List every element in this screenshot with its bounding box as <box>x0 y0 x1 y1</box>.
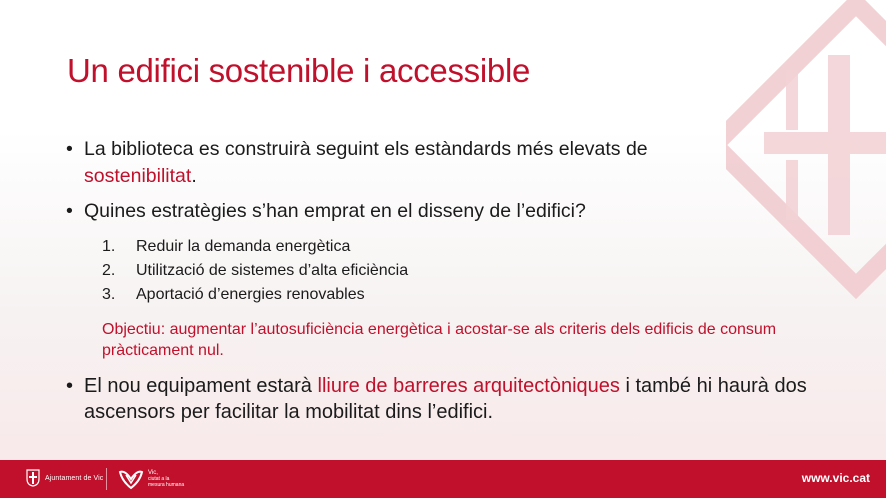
list-item <box>102 259 826 283</box>
website-link[interactable]: www.vic.cat <box>801 471 870 485</box>
vic-tagline <box>148 470 184 488</box>
vic-brand-mark-icon <box>118 468 144 490</box>
list-text: Reduir la demanda energètica <box>136 238 351 255</box>
list-text: Utilització de sistemes d’alta eficiència <box>136 262 409 279</box>
bullet-text: El nou equipament estarà <box>84 375 312 397</box>
bullet-dot-icon: • <box>66 375 74 397</box>
list-number: 2. <box>102 262 116 279</box>
bullet-end: i també hi haurà dos ascensors per facilitar la mobilitat dins l’edifici. <box>84 375 807 423</box>
bullet-end: . <box>191 165 197 187</box>
objective-note: Objectiu: augmentar l’autosuficiència energètica i acostar-se als criteris dels edificis de consum pràcticament nul. <box>102 321 777 359</box>
list-number: 1. <box>102 238 116 255</box>
bullet-dot-icon: • <box>66 200 73 222</box>
slide-content <box>66 136 826 425</box>
vic-brand-logo[interactable] <box>118 468 184 490</box>
list-item <box>102 283 826 307</box>
vic-tagline-line3: mesura humana <box>148 482 185 488</box>
list-text: Aportació d’energies renovables <box>136 286 365 303</box>
vic-tagline-line1: Vic, <box>148 470 158 476</box>
bullet-text: Quines estratègies s’han emprat en el disseny de l’edifici? <box>84 200 586 222</box>
vic-tagline-line2: ciutat a la <box>148 476 170 482</box>
strategy-list <box>102 235 826 307</box>
bullet-strategies <box>66 198 826 225</box>
bullet-dot-icon: • <box>66 138 73 160</box>
footer-bar <box>0 460 886 498</box>
list-item <box>102 235 826 259</box>
highlight-barrier-free: lliure de barreres arquitectòniques <box>317 375 620 397</box>
ajuntament-logo[interactable] <box>26 469 103 487</box>
footer-divider <box>106 468 107 490</box>
ajuntament-label: Ajuntament de Vic <box>45 474 104 482</box>
bullet-text: La biblioteca es construirà seguint els estàndards més elevats de <box>84 138 648 160</box>
city-crest-icon <box>26 469 40 487</box>
bullet-accessibility <box>66 373 826 425</box>
page-title: Un edifici sostenible i accessible <box>67 52 531 89</box>
list-number: 3. <box>102 286 116 303</box>
highlight-sustainability: sostenibilitat <box>84 165 192 187</box>
bullet-sustainability <box>66 136 826 190</box>
